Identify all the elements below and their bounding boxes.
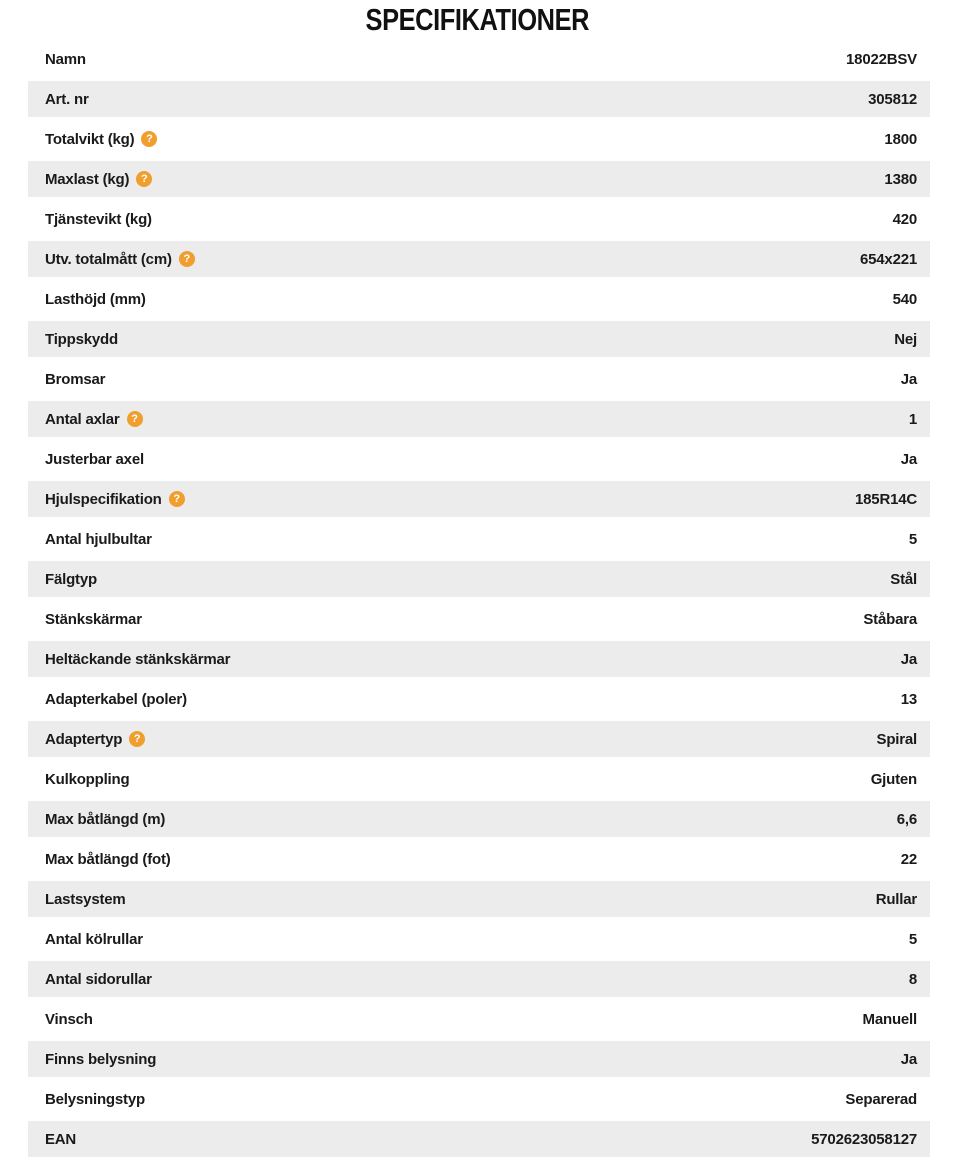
row-label: Maxlast (kg) [45, 170, 130, 188]
row-value: 5 [908, 530, 917, 548]
row-label: Art. nr [45, 90, 89, 108]
row-label-group [45, 171, 152, 188]
row-label: Vinsch [45, 1010, 93, 1028]
row-label-group [45, 51, 86, 68]
row-label-group [45, 1131, 76, 1148]
row-value: 1380 [884, 170, 917, 188]
table-row [28, 719, 930, 759]
row-value: Rullar [875, 890, 917, 908]
row-value: 22 [900, 850, 917, 868]
page-header [0, 0, 955, 39]
table-row [28, 599, 930, 639]
table-row [28, 919, 930, 959]
help-question-icon[interactable]: ? [169, 491, 185, 507]
help-question-icon[interactable]: ? [127, 411, 143, 427]
row-label: Tjänstevikt (kg) [45, 210, 152, 228]
help-question-icon[interactable]: ? [179, 251, 195, 267]
row-value: 5702623058127 [811, 1130, 917, 1148]
row-value: Separerad [845, 1090, 917, 1108]
row-value: 1800 [884, 130, 917, 148]
row-value: Gjuten [870, 770, 917, 788]
row-value: Ja [900, 650, 917, 668]
row-label-group [45, 251, 195, 268]
row-label-group [45, 131, 157, 148]
table-row [28, 79, 930, 119]
table-row [28, 399, 930, 439]
row-label-group [45, 411, 143, 428]
row-label-group [45, 211, 152, 228]
table-row [28, 239, 930, 279]
table-row [28, 999, 930, 1039]
row-value: Manuell [862, 1010, 917, 1028]
row-label: Fälgtyp [45, 570, 97, 588]
row-label: Kulkoppling [45, 770, 130, 788]
row-label-group [45, 371, 105, 388]
row-label: Utv. totalmått (cm) [45, 250, 172, 268]
table-row [28, 319, 930, 359]
table-row [28, 279, 930, 319]
row-label-group [45, 1011, 93, 1028]
help-question-icon[interactable]: ? [141, 131, 157, 147]
row-label: Heltäckande stänkskärmar [45, 650, 231, 668]
row-label: Bromsar [45, 370, 106, 388]
row-label-group [45, 571, 97, 588]
row-label-group [45, 491, 185, 508]
row-label-group [45, 731, 145, 748]
table-row [28, 479, 930, 519]
row-value: Nej [894, 330, 917, 348]
row-label-group [45, 771, 129, 788]
row-label: EAN [45, 1130, 77, 1148]
row-label-group [45, 611, 142, 628]
row-value: 6,6 [896, 810, 917, 828]
table-row [28, 959, 930, 999]
row-value: 5 [908, 930, 917, 948]
table-row [28, 199, 930, 239]
table-row [28, 839, 930, 879]
row-label: Max båtlängd (m) [45, 810, 166, 828]
table-row [28, 639, 930, 679]
row-label: Adaptertyp [45, 730, 123, 748]
row-label: Antal hjulbultar [45, 530, 152, 548]
row-label-group [45, 1051, 156, 1068]
row-value: 420 [892, 210, 917, 228]
table-row [28, 39, 930, 79]
table-row [28, 1039, 930, 1079]
row-value: 13 [900, 690, 917, 708]
row-label: Max båtlängd (fot) [45, 850, 171, 868]
row-label: Namn [45, 50, 86, 68]
row-label-group [45, 91, 89, 108]
table-row [28, 519, 930, 559]
row-label-group [45, 331, 118, 348]
row-label: Lastsystem [45, 890, 126, 908]
help-question-icon[interactable]: ? [129, 731, 145, 747]
row-value: 8 [908, 970, 917, 988]
row-value: Ja [900, 370, 917, 388]
table-row [28, 119, 930, 159]
row-label: Antal sidorullar [45, 970, 152, 988]
row-label-group [45, 1091, 145, 1108]
table-row [28, 679, 930, 719]
table-row [28, 439, 930, 479]
table-row [28, 359, 930, 399]
row-value: Stål [890, 570, 917, 588]
row-label-group [45, 291, 146, 308]
row-label: Hjulspecifikation [45, 490, 162, 508]
row-label-group [45, 531, 152, 548]
row-label-group [45, 891, 126, 908]
row-value: Ja [900, 1050, 917, 1068]
table-row [28, 559, 930, 599]
table-row [28, 879, 930, 919]
row-label: Belysningstyp [45, 1090, 145, 1108]
row-value: 540 [892, 290, 917, 308]
row-label: Adapterkabel (poler) [45, 690, 187, 708]
row-label: Antal kölrullar [45, 930, 143, 948]
row-label: Totalvikt (kg) [45, 130, 135, 148]
help-question-icon[interactable]: ? [136, 171, 152, 187]
row-label: Lasthöjd (mm) [45, 290, 146, 308]
row-label-group [45, 451, 144, 468]
row-label-group [45, 651, 230, 668]
row-value: 305812 [868, 90, 917, 108]
row-label: Tippskydd [45, 330, 118, 348]
table-row [28, 159, 930, 199]
table-row [28, 1079, 930, 1119]
row-value: 185R14C [855, 490, 917, 508]
row-value: Spiral [876, 730, 917, 748]
row-value: 654x221 [860, 250, 917, 268]
row-value: 1 [908, 410, 917, 428]
row-value: Ja [900, 450, 917, 468]
spec-table [28, 39, 930, 1159]
row-label: Antal axlar [45, 410, 120, 428]
row-label: Justerbar axel [45, 450, 144, 468]
row-value: 18022BSV [846, 50, 917, 68]
row-label: Finns belysning [45, 1050, 157, 1068]
table-row [28, 759, 930, 799]
row-label-group [45, 971, 152, 988]
page-title: SPECIFIKATIONER [365, 1, 590, 37]
row-label-group [45, 931, 143, 948]
row-label: Stänkskärmar [45, 610, 142, 628]
row-label-group [45, 851, 171, 868]
row-value: Ståbara [863, 610, 917, 628]
row-label-group [45, 691, 187, 708]
table-row [28, 799, 930, 839]
table-row [28, 1119, 930, 1159]
row-label-group [45, 811, 165, 828]
